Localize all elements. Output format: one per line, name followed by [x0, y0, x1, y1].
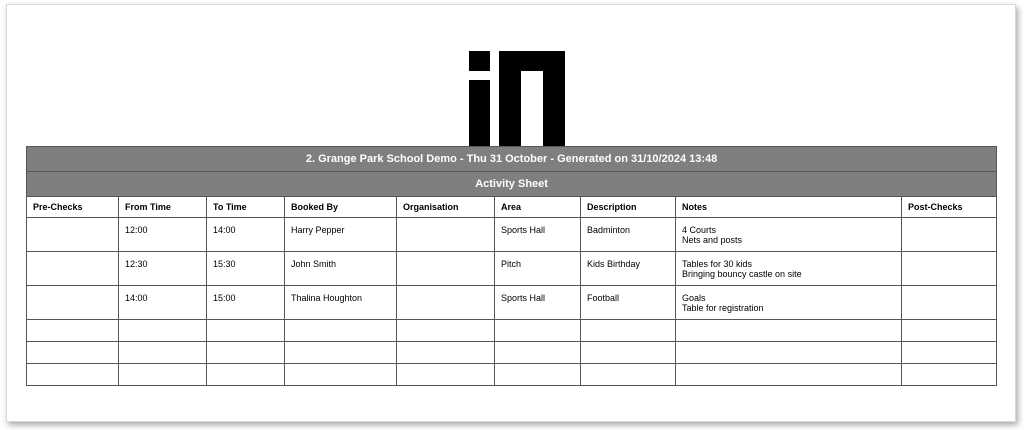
pre-checks-cell — [27, 286, 119, 320]
booked-by-cell: John Smith — [285, 252, 397, 286]
column-header: Notes — [676, 197, 902, 218]
organisation-cell — [397, 286, 495, 320]
description-cell: Badminton — [581, 218, 676, 252]
notes-cell — [676, 218, 902, 252]
area-cell: Pitch — [495, 252, 581, 286]
note-line: Table for registration — [682, 303, 764, 313]
post-checks-cell — [902, 252, 997, 286]
note-line: 4 Courts — [682, 225, 717, 235]
column-header: Description — [581, 197, 676, 218]
table-row — [27, 252, 997, 286]
booked-by-cell: Harry Pepper — [285, 218, 397, 252]
post-checks-cell — [902, 218, 997, 252]
empty-row — [27, 364, 997, 386]
column-header: Organisation — [397, 197, 495, 218]
to-time-cell: 15:00 — [207, 286, 285, 320]
organisation-cell — [397, 252, 495, 286]
column-header: From Time — [119, 197, 207, 218]
description-cell: Kids Birthday — [581, 252, 676, 286]
description-cell: Football — [581, 286, 676, 320]
to-time-cell: 14:00 — [207, 218, 285, 252]
note-line: Nets and posts — [682, 235, 743, 245]
column-header: To Time — [207, 197, 285, 218]
column-header: Post-Checks — [902, 197, 997, 218]
area-cell: Sports Hall — [495, 286, 581, 320]
note-line: Tables for 30 kids — [682, 259, 753, 269]
from-time-cell: 14:00 — [119, 286, 207, 320]
to-time-cell: 15:30 — [207, 252, 285, 286]
booked-by-cell: Thalina Houghton — [285, 286, 397, 320]
pre-checks-cell — [27, 218, 119, 252]
organisation-cell — [397, 218, 495, 252]
notes-cell — [676, 286, 902, 320]
activity-table — [26, 146, 997, 386]
area-cell: Sports Hall — [495, 218, 581, 252]
post-checks-cell — [902, 286, 997, 320]
report-subheader: Activity Sheet — [27, 172, 997, 197]
notes-cell — [676, 252, 902, 286]
column-header: Area — [495, 197, 581, 218]
column-header: Pre-Checks — [27, 197, 119, 218]
in-logo-icon — [469, 51, 565, 147]
table-row — [27, 218, 997, 252]
pre-checks-cell — [27, 252, 119, 286]
from-time-cell: 12:00 — [119, 218, 207, 252]
note-line: Goals — [682, 293, 706, 303]
note-line: Bringing bouncy castle on site — [682, 269, 802, 279]
table-header-row — [27, 197, 997, 218]
empty-row — [27, 342, 997, 364]
column-header: Booked By — [285, 197, 397, 218]
from-time-cell: 12:30 — [119, 252, 207, 286]
table-row — [27, 286, 997, 320]
empty-row — [27, 320, 997, 342]
report-header: 2. Grange Park School Demo - Thu 31 October - Generated on 31/10/2024 13:48 — [27, 147, 997, 172]
